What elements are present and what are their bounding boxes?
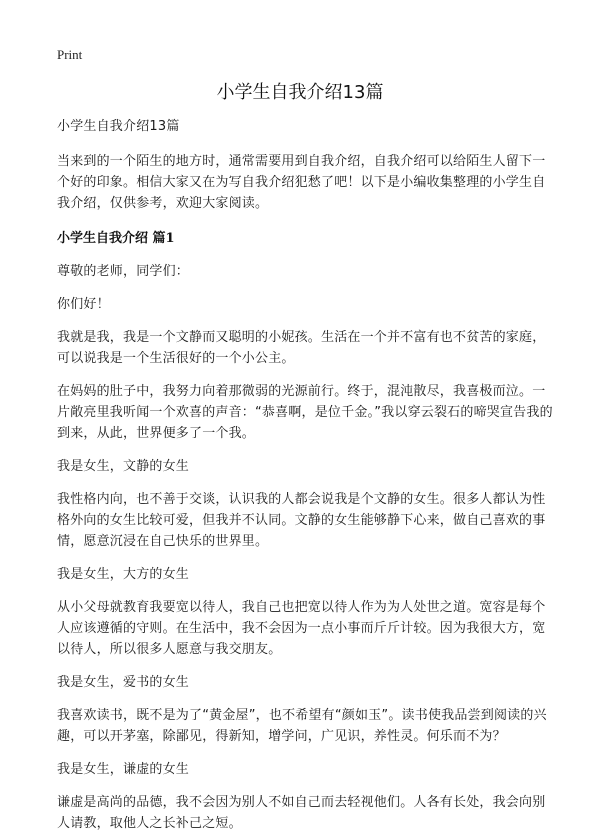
intro-paragraph: 当来到的一个陌生的地方时，通常需要用到自我介绍，自我介绍可以给陌生人留下一个好的印象。相信大家又在为写自我介绍犯愁了吧！以下是小编收集整理的小学生自我介绍，仅供参考，欢迎大家阅读。: [57, 154, 546, 211]
article-subtitle: 小学生自我介绍13篇: [57, 119, 180, 134]
article-body: [57, 116, 557, 834]
paragraph-greeting: 尊敬的老师，同学们：: [57, 264, 190, 279]
paragraph: 谦虚是高尚的品德，我不会因为别人不如自己而去轻视他们。人各有长处，我会向别人请教，取他人之长补己之短。: [57, 795, 546, 831]
paragraph: 我喜欢读书，既不是为了“黄金屋”，也不希望有“颜如玉”。读书使我品尝到阅读的兴趣，可以开茅塞，除鄙见，得新知，增学问，广见识，养性灵。何乐而不为？: [57, 708, 547, 744]
paragraph-hello: 你们好！: [57, 297, 110, 312]
paragraph-subheading: 我是女生，文静的女生: [57, 459, 190, 474]
paragraph: 我就是我，我是一个文静而又聪明的小妮孩。生活在一个并不富有也不贫苦的家庭，可以说我是一个生活很好的一个小公主。: [57, 330, 546, 366]
paragraph-subheading: 我是女生，谦虚的女生: [57, 762, 190, 777]
paragraph-subheading: 我是女生，爱书的女生: [57, 675, 190, 690]
page-title: 小学生自我介绍13篇: [216, 82, 384, 103]
paragraph: 我性格内向，也不善于交谈，认识我的人都会说我是个文静的女生。很多人都认为性格外向的女生比较可爱，但我并不认同。文静的女生能够静下心来，做自己喜欢的事情，愿意沉浸在自己快乐的世界里。: [57, 492, 546, 549]
print-link[interactable]: Print: [57, 47, 83, 62]
paragraph: 在妈妈的肚子中，我努力向着那微弱的光源前行。终于，混沌散尽，我喜极而泣。一片敞亮里我听闻一个欢喜的声音：“恭喜啊，是位千金。”我以穿云裂石的啼哭宣告我的到来，从此，世界便多了一个我。: [57, 384, 553, 441]
paragraph-subheading: 我是女生，大方的女生: [57, 567, 190, 582]
paragraph: 从小父母就教育我要宽以待人，我自己也把宽以待人作为为人处世之道。宽容是每个人应该遵循的守则。在生活中，我不会因为一点小事而斤斤计较。因为我很大方，宽以待人，所以很多人愿意与我交朋友。: [57, 600, 546, 657]
section-heading: 小学生自我介绍 篇1: [57, 231, 175, 246]
